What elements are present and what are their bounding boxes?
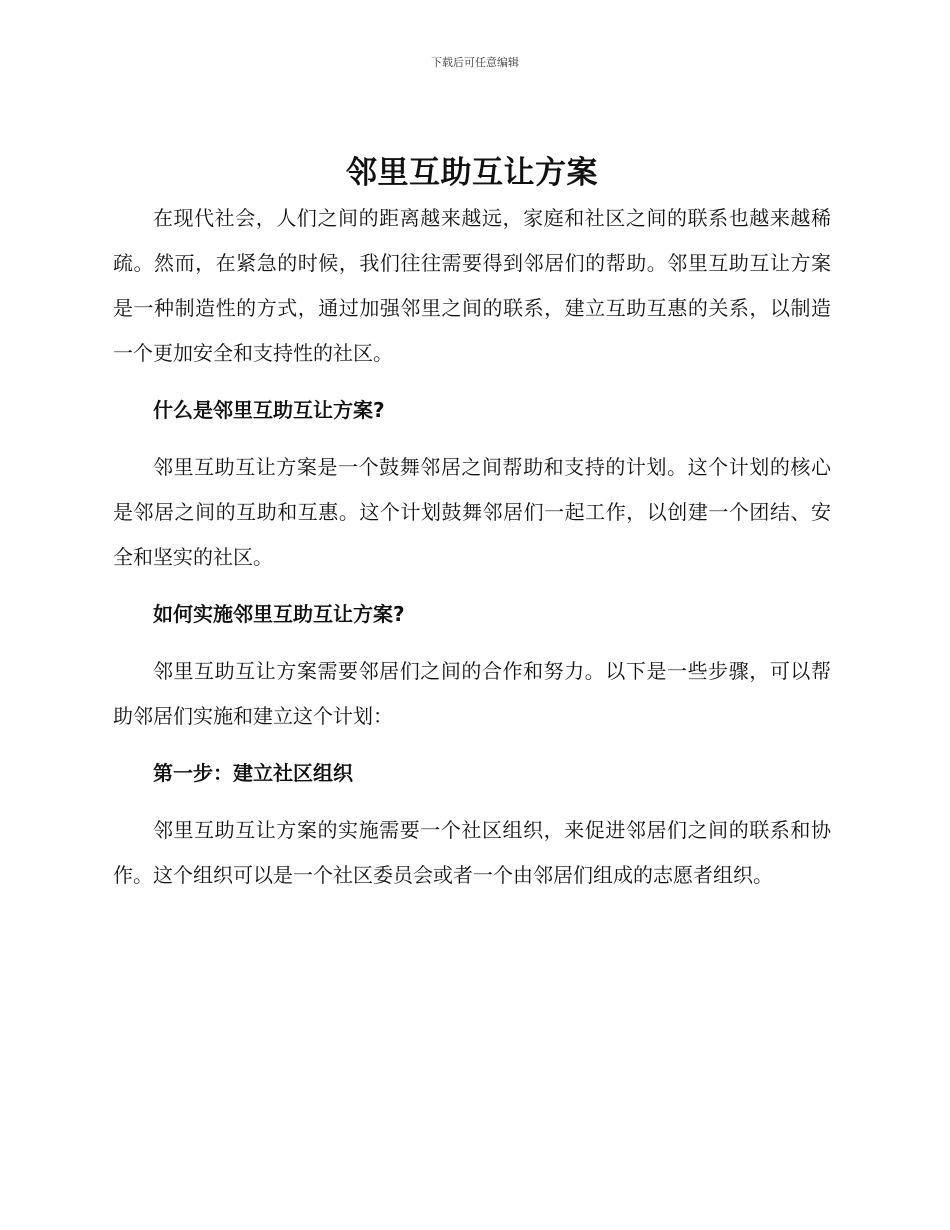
section-heading-step1: 第一步：建立社区组织 — [153, 761, 353, 785]
step1-paragraph: 邻里互助互让方案的实施需要一个社区组织，来促进邻居们之间的联系和协作。这个组织可以是一个社区委员会或者一个由邻居们组成的志愿者组织。 — [113, 818, 831, 887]
page-header-note: 下载后可任意编辑 — [431, 56, 519, 69]
document-body — [113, 150, 831, 898]
what-paragraph: 邻里互助互让方案是一个鼓舞邻居之间帮助和支持的计划。这个计划的核心是邻居之间的互助和互惠。这个计划鼓舞邻居们一起工作，以创建一个团结、安全和坚实的社区。 — [113, 455, 831, 569]
section-heading-what: 什么是邻里互助互让方案? — [153, 398, 385, 422]
how-paragraph: 邻里互助互让方案需要邻居们之间的合作和努力。以下是一些步骤，可以帮助邻居们实施和建立这个计划： — [113, 659, 831, 728]
section-heading-how: 如何实施邻里互助互让方案? — [153, 602, 405, 626]
document-title: 邻里互助互让方案 — [346, 155, 598, 191]
intro-paragraph: 在现代社会，人们之间的距离越来越远，家庭和社区之间的联系也越来越稀疏。然而，在紧急的时候，我们往往需要得到邻居们的帮助。邻里互助互让方案是一种制造性的方式，通过加强邻里之间的联系，建立互助互惠的关系，以制造一个更加安全和支持性的社区。 — [113, 206, 831, 365]
